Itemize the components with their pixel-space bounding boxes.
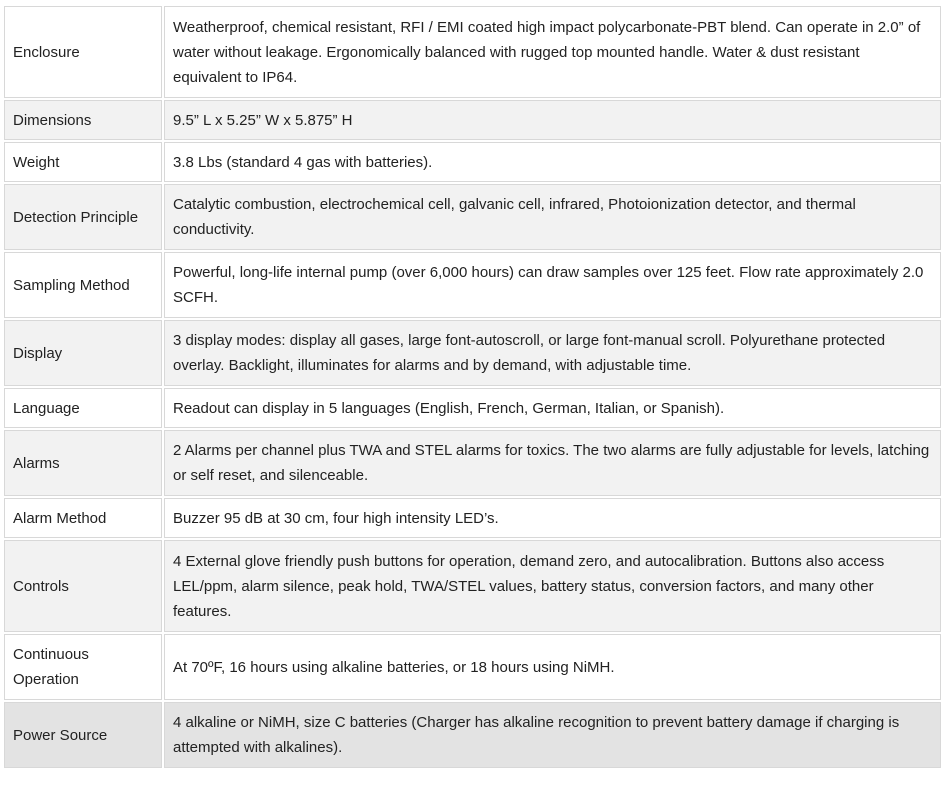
table-row xyxy=(4,100,941,140)
spec-value-detection-principle: Catalytic combustion, electrochemical cell, galvanic cell, infrared, Photoionization detector, and thermal conductivity. xyxy=(164,184,941,250)
table-row xyxy=(4,142,941,182)
spec-table xyxy=(2,4,943,770)
spec-value-controls: 4 External glove friendly push buttons for operation, demand zero, and autocalibration. Buttons also access LEL/ppm, alarm silence, peak hold, TWA/STEL values, battery status, conversion factors, and many other features. xyxy=(164,540,941,632)
spec-value-display: 3 display modes: display all gases, large font-autoscroll, or large font-manual scroll. Polyurethane protected overlay. Backlight, illuminates for alarms and by demand, with adjustable time. xyxy=(164,320,941,386)
spec-label-continuous-operation: Continuous Operation xyxy=(4,634,162,700)
spec-value-dimensions: 9.5” L x 5.25” W x 5.875” H xyxy=(164,100,941,140)
table-row xyxy=(4,6,941,98)
spec-value-power-source: 4 alkaline or NiMH, size C batteries (Charger has alkaline recognition to prevent battery damage if charging is attempted with alkalines). xyxy=(164,702,941,768)
spec-label-display: Display xyxy=(4,320,162,386)
spec-label-weight: Weight xyxy=(4,142,162,182)
spec-value-sampling-method: Powerful, long-life internal pump (over 6,000 hours) can draw samples over 125 feet. Flow rate approximately 2.0 SCFH. xyxy=(164,252,941,318)
spec-label-language: Language xyxy=(4,388,162,428)
table-row xyxy=(4,388,941,428)
table-row xyxy=(4,320,941,386)
table-row xyxy=(4,540,941,632)
table-row xyxy=(4,252,941,318)
spec-value-continuous-operation: At 70ºF, 16 hours using alkaline batteries, or 18 hours using NiMH. xyxy=(164,634,941,700)
spec-value-weight: 3.8 Lbs (standard 4 gas with batteries). xyxy=(164,142,941,182)
spec-value-alarms: 2 Alarms per channel plus TWA and STEL alarms for toxics. The two alarms are fully adjustable for levels, latching or self reset, and silenceable. xyxy=(164,430,941,496)
spec-label-power-source: Power Source xyxy=(4,702,162,768)
table-row xyxy=(4,430,941,496)
table-row xyxy=(4,702,941,768)
spec-label-dimensions: Dimensions xyxy=(4,100,162,140)
spec-label-sampling-method: Sampling Method xyxy=(4,252,162,318)
spec-value-enclosure: Weatherproof, chemical resistant, RFI / EMI coated high impact polycarbonate-PBT blend. Can operate in 2.0” of water without leakage. Ergonomically balanced with rugged top mounted handle. Water & dust resistant equivalent to IP64. xyxy=(164,6,941,98)
spec-value-alarm-method: Buzzer 95 dB at 30 cm, four high intensity LED’s. xyxy=(164,498,941,538)
spec-label-controls: Controls xyxy=(4,540,162,632)
spec-label-alarm-method: Alarm Method xyxy=(4,498,162,538)
table-row xyxy=(4,184,941,250)
spec-label-alarms: Alarms xyxy=(4,430,162,496)
spec-label-detection-principle: Detection Principle xyxy=(4,184,162,250)
table-row xyxy=(4,498,941,538)
spec-label-enclosure: Enclosure xyxy=(4,6,162,98)
spec-value-language: Readout can display in 5 languages (English, French, German, Italian, or Spanish). xyxy=(164,388,941,428)
table-row xyxy=(4,634,941,700)
